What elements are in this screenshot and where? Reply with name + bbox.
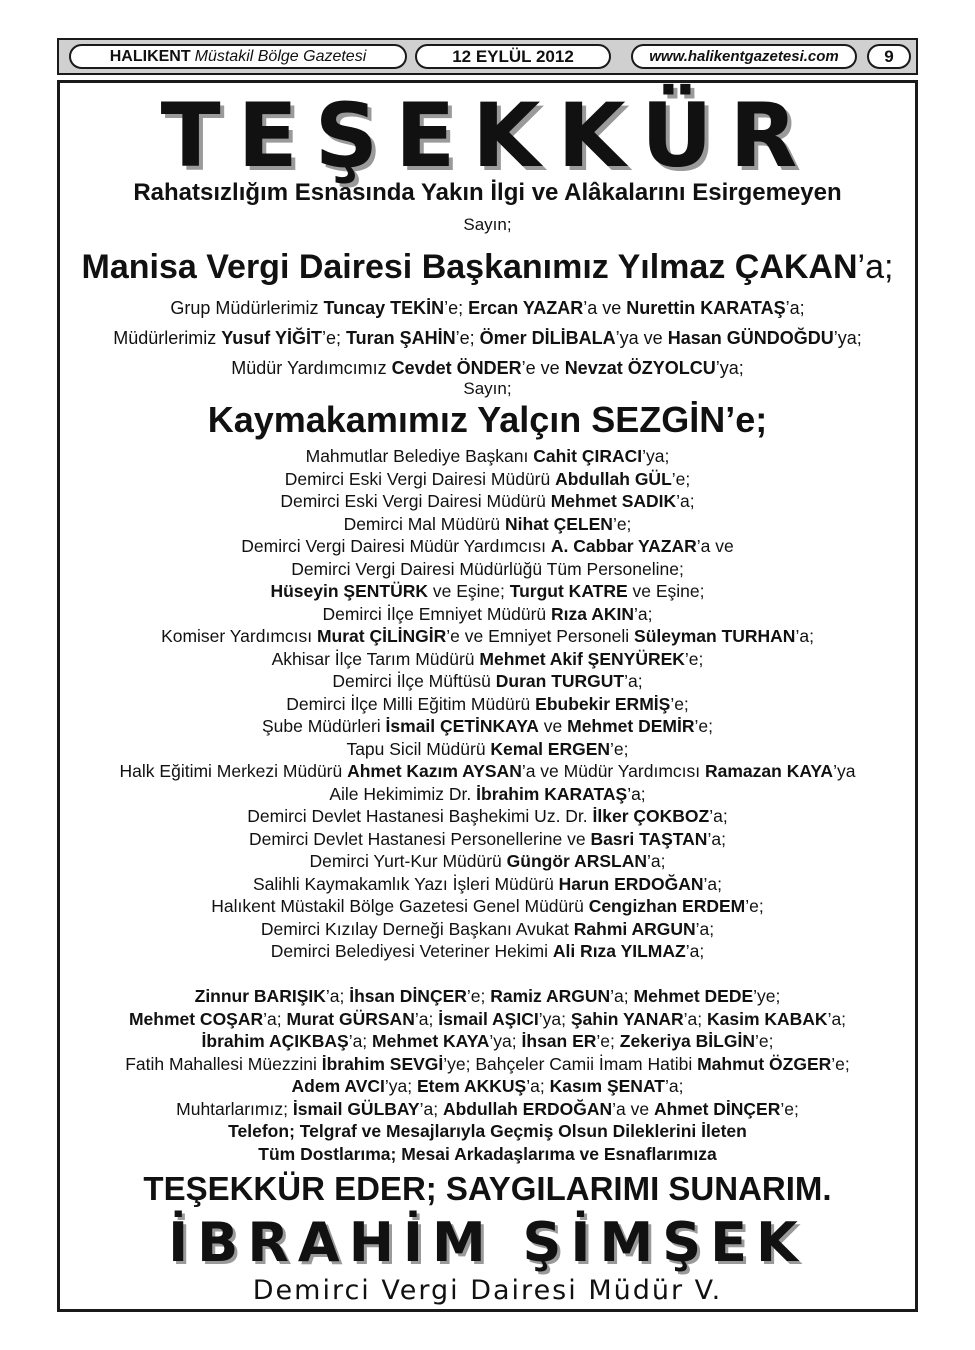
row-text: ’a ve xyxy=(583,298,627,318)
row-text: ’a; xyxy=(646,851,666,871)
row-text: ’e; xyxy=(466,986,491,1006)
list-item xyxy=(60,1075,915,1098)
person-name: Ebubekir ERMİŞ xyxy=(535,693,671,714)
list-item xyxy=(60,715,915,738)
person-name: Duran TURGUT xyxy=(495,671,625,691)
row-text: ’e; xyxy=(670,693,689,714)
recipients-list xyxy=(60,445,915,963)
list-item xyxy=(60,603,915,626)
person-name: İbrahim SEVGİ xyxy=(321,1053,444,1074)
person-name: Ramiz ARGUN xyxy=(490,986,611,1006)
person-name: Nurettin KARATAŞ xyxy=(626,298,786,318)
row-text: ’a ve xyxy=(612,1098,654,1119)
person-name: Ramazan KAYA xyxy=(705,761,834,781)
person-name: İsmail GÜLBAY xyxy=(292,1098,420,1119)
row-text: ’ya; xyxy=(715,358,744,378)
person-name: A. Cabbar YAZAR xyxy=(550,536,697,556)
person-name: Kasım ŞENAT xyxy=(549,1076,665,1096)
person-name: Basri TAŞTAN xyxy=(590,828,708,849)
row-text: ’a; xyxy=(526,1076,550,1096)
row-text: Akhisar İlçe Tarım Müdürü xyxy=(271,648,480,669)
row-text: Demirci Vergi Dairesi Müdürlüğü Tüm Personeline; xyxy=(291,558,684,579)
row-text: Demirci İlçe Milli Eğitim Müdürü xyxy=(286,693,536,714)
person-name: Ercan YAZAR xyxy=(468,298,584,318)
headline-2: Kaymakamımız Yalçın SEZGİN’e; xyxy=(207,399,768,440)
row-text: ’a; xyxy=(707,828,726,849)
person-name: Yusuf YİĞİT xyxy=(221,328,322,348)
row-text: ’ye; Bahçeler Camii İmam Hatibi xyxy=(443,1053,698,1074)
row-text: Demirci Eski Vergi Dairesi Müdürü xyxy=(284,468,556,489)
person-name: Mehmet DEDE xyxy=(633,986,754,1006)
row-text: ’a; xyxy=(664,1076,684,1096)
row-text: Salihli Kaymakamlık Yazı İşleri Müdürü xyxy=(252,873,559,894)
person-name: Mehmet COŞAR xyxy=(128,1008,264,1029)
row-text: Halk Eğitimi Merkezi Müdürü xyxy=(119,761,348,781)
person-name: Murat GÜRSAN xyxy=(286,1008,415,1029)
row-text: ’e; xyxy=(610,738,629,759)
page-header xyxy=(57,38,918,75)
group-managers-row xyxy=(60,325,915,351)
list-item xyxy=(60,1030,915,1053)
closing-line: TEŞEKKÜR EDER; SAYGILARIMI SUNARIM. xyxy=(143,1170,832,1207)
person-name: Güngör ARSLAN xyxy=(506,851,647,871)
person-name: Süleyman TURHAN xyxy=(634,626,796,646)
row-text: ’a; xyxy=(683,1008,707,1029)
person-name: Şahin YANAR xyxy=(570,1008,684,1029)
list-item xyxy=(60,1098,915,1121)
row-text: ’a; xyxy=(414,1008,439,1029)
person-name: Rıza AKIN xyxy=(551,603,635,624)
notice-intro: Rahatsızlığım Esnasında Yakın İlgi ve Alâkalarını Esirgemeyen xyxy=(133,179,842,206)
row-text: ’a; xyxy=(695,918,715,939)
salutation-1: Sayın; xyxy=(463,215,512,234)
list-item xyxy=(60,873,915,896)
row-text: Müdürlerimiz xyxy=(113,328,222,348)
person-name: Mehmet Akif ŞENYÜREK xyxy=(479,648,685,669)
row-text: Demirci Mal Müdürü xyxy=(343,513,505,534)
list-item xyxy=(60,918,915,941)
row-text: ’a; xyxy=(419,1098,443,1119)
headline-1-suffix: ’a; xyxy=(857,248,894,286)
row-text: ’e; xyxy=(684,648,704,669)
person-name: Murat ÇİLİNGİR xyxy=(316,626,447,646)
list-item xyxy=(60,468,915,491)
person-name: Tüm Dostlarıma; Mesai Arkadaşlarıma ve Esnaflarımıza xyxy=(258,1143,717,1164)
person-name: Mehmet KAYA xyxy=(372,1031,490,1051)
row-text: ve Eşine; xyxy=(428,581,510,601)
list-item xyxy=(60,940,915,963)
row-text: ’e; xyxy=(612,513,632,534)
row-text: ’a; xyxy=(325,986,350,1006)
list-item xyxy=(60,1120,915,1143)
row-text: Demirci Vergi Dairesi Müdür Yardımcısı xyxy=(241,536,551,556)
list-item xyxy=(60,535,915,558)
person-name: Ömer DİLİBALA xyxy=(479,328,616,348)
list-item xyxy=(60,985,915,1008)
person-name: Harun ERDOĞAN xyxy=(558,873,704,894)
person-name: İsmail AŞICI xyxy=(438,1008,539,1029)
person-name: İbrahim KARATAŞ xyxy=(476,783,628,804)
person-name: Ahmet Kazım AYSAN xyxy=(347,761,522,781)
row-text: ’ya; xyxy=(833,328,862,348)
salutation-2: Sayın; xyxy=(463,379,512,398)
row-text: ’e; xyxy=(444,298,469,318)
list-item xyxy=(60,738,915,761)
headline-1 xyxy=(60,245,915,289)
person-name: Hüseyin ŞENTÜRK xyxy=(270,581,428,601)
row-text: Tapu Sicil Müdürü xyxy=(346,738,491,759)
row-text: Şube Müdürleri xyxy=(262,716,386,736)
row-text: ’a; xyxy=(348,1031,373,1051)
row-text: ’a; xyxy=(827,1008,847,1029)
row-text: ’e; xyxy=(745,896,764,916)
row-text: Aile Hekimimiz Dr. xyxy=(329,783,477,804)
row-text: Demirci İlçe Müftüsü xyxy=(332,671,496,691)
row-text: Fatih Mahallesi Müezzini xyxy=(125,1053,322,1074)
row-text: ’e; xyxy=(831,1053,850,1074)
person-name: Cevdet ÖNDER xyxy=(391,358,522,378)
row-text: Demirci Devlet Hastanesi Personellerine ve xyxy=(249,828,591,849)
person-name: Abdullah GÜL xyxy=(555,468,672,489)
row-text: ’ya; xyxy=(538,1008,571,1029)
row-text: Demirci İlçe Emniyet Müdürü xyxy=(322,603,552,624)
row-text: ’a; xyxy=(263,1008,287,1029)
row-text: ’e ve Emniyet Personeli xyxy=(446,626,635,646)
row-text: ’ya ve xyxy=(615,328,668,348)
list-item xyxy=(60,828,915,851)
row-text: Demirci Eski Vergi Dairesi Müdürü xyxy=(280,491,551,511)
list-item xyxy=(60,625,915,648)
row-text: ’a; xyxy=(676,491,695,511)
person-name: Zekeriya BİLGİN xyxy=(619,1031,755,1051)
headline-1-name: Manisa Vergi Dairesi Başkanımız Yılmaz ÇAKAN xyxy=(81,248,858,286)
list-item xyxy=(60,1053,915,1076)
person-name: İhsan ER xyxy=(521,1031,597,1051)
list-item xyxy=(60,513,915,536)
row-text: ’ye; xyxy=(753,986,781,1006)
list-item xyxy=(60,648,915,671)
row-text: Demirci Devlet Hastanesi Başhekimi Uz. Dr. xyxy=(247,806,593,826)
row-text: Demirci Yurt-Kur Müdürü xyxy=(309,851,507,871)
list-item xyxy=(60,1143,915,1166)
list-item xyxy=(60,670,915,693)
row-text: ’a ve xyxy=(696,536,734,556)
list-item xyxy=(60,783,915,806)
row-text: Mahmutlar Belediye Başkanı xyxy=(305,446,534,466)
person-name: Kasim KABAK xyxy=(706,1008,828,1029)
row-text: ’a; xyxy=(634,603,653,624)
list-item xyxy=(60,693,915,716)
row-text: ’ya; xyxy=(642,446,670,466)
row-text: ’a; xyxy=(709,806,728,826)
row-text: ’e; xyxy=(596,1031,620,1051)
issue-date: 12 EYLÜL 2012 xyxy=(415,44,611,69)
row-text: Komiser Yardımcısı xyxy=(161,626,317,646)
person-name: Nihat ÇELEN xyxy=(505,513,613,534)
person-name: Rahmi ARGUN xyxy=(573,918,696,939)
row-text: ’e ve xyxy=(521,358,565,378)
row-text: ’a; xyxy=(627,783,646,804)
list-item xyxy=(60,760,915,783)
person-name: Turgut KATRE xyxy=(509,581,628,601)
newspaper-subtitle: Müstakil Bölge Gazetesi xyxy=(194,47,367,65)
row-text: ve Eşine; xyxy=(627,581,705,601)
row-text: ’a; xyxy=(795,626,814,646)
person-name: Etem AKKUŞ xyxy=(416,1076,527,1096)
row-text: ’a; xyxy=(624,671,643,691)
person-name: İlker ÇOKBOZ xyxy=(592,806,710,826)
list-item xyxy=(60,1008,915,1031)
row-text: ’e; xyxy=(780,1098,799,1119)
page-number: 9 xyxy=(867,44,911,69)
row-text: ’e; xyxy=(321,328,346,348)
person-name: İhsan DİNÇER xyxy=(349,986,467,1006)
row-text: Müdür Yardımcımız xyxy=(231,358,392,378)
person-name: Ali Rıza YILMAZ xyxy=(552,941,686,961)
newspaper-name: HALIKENT xyxy=(109,47,191,65)
list-item xyxy=(60,445,915,468)
row-text: Demirci Belediyesi Veteriner Hekimi xyxy=(270,941,553,961)
row-text: ’e; xyxy=(694,716,713,736)
person-name: Adem AVCI xyxy=(291,1076,385,1096)
person-name: Hasan GÜNDOĞDU xyxy=(667,328,834,348)
list-item xyxy=(60,580,915,603)
website-link[interactable]: www.halikentgazetesi.com xyxy=(631,44,857,69)
list-item xyxy=(60,558,915,581)
row-text: Demirci Kızılay Derneği Başkanı Avukat xyxy=(260,918,574,939)
row-text: ’a; xyxy=(703,873,723,894)
row-text: Grup Müdürlerimiz xyxy=(170,298,324,318)
list-item xyxy=(60,490,915,513)
row-text: ’a ve Müdür Yardımcısı xyxy=(521,761,705,781)
person-name: Cahit ÇIRACI xyxy=(533,446,643,466)
person-name: Cengizhan ERDEM xyxy=(588,896,746,916)
row-text: ’a; xyxy=(685,941,705,961)
list-item xyxy=(60,850,915,873)
row-text: ’a; xyxy=(610,986,634,1006)
list-item xyxy=(60,805,915,828)
person-name: Mehmet DEMİR xyxy=(567,716,695,736)
newspaper-name-badge xyxy=(69,44,407,69)
row-text: ’ya; xyxy=(489,1031,522,1051)
person-name: Kemal ERGEN xyxy=(490,738,611,759)
person-name: Tuncay TEKİN xyxy=(323,298,445,318)
row-text: ’a; xyxy=(785,298,805,318)
person-name: Mahmut ÖZGER xyxy=(697,1053,832,1074)
person-name: Turan ŞAHİN xyxy=(345,328,456,348)
person-name: Telefon; Telgraf ve Mesajlarıyla Geçmiş Olsun Dileklerini İleten xyxy=(228,1121,747,1141)
row-text: Halıkent Müstakil Bölge Gazetesi Genel Müdürü xyxy=(211,896,589,916)
person-name: Ahmet DİNÇER xyxy=(653,1098,781,1119)
person-name: Nevzat ÖZYOLCU xyxy=(564,358,716,378)
row-text: Muhtarlarımız; xyxy=(176,1098,293,1119)
person-name: Mehmet SADIK xyxy=(550,491,677,511)
signer-name: İBRAHİM ŞİMŞEK xyxy=(168,1211,807,1274)
row-text: ve xyxy=(538,716,568,736)
person-name: İsmail ÇETİNKAYA xyxy=(385,716,539,736)
person-name: Abdullah ERDOĞAN xyxy=(442,1098,613,1119)
signer-title: Demirci Vergi Dairesi Müdür V. xyxy=(252,1275,723,1306)
person-name: İbrahim AÇIKBAŞ xyxy=(201,1031,349,1051)
list-item xyxy=(60,895,915,918)
recipients-list-2 xyxy=(60,985,915,1165)
notice-title: TEŞEKKÜR xyxy=(160,84,815,187)
row-text: ’ya xyxy=(833,761,856,781)
person-name: Zinnur BARIŞIK xyxy=(194,986,326,1006)
row-text: ’e; xyxy=(455,328,480,348)
group-managers-row xyxy=(60,295,915,321)
row-text: ’ya; xyxy=(384,1076,417,1096)
row-text: ’e; xyxy=(671,468,691,489)
row-text: ’e; xyxy=(754,1031,774,1051)
